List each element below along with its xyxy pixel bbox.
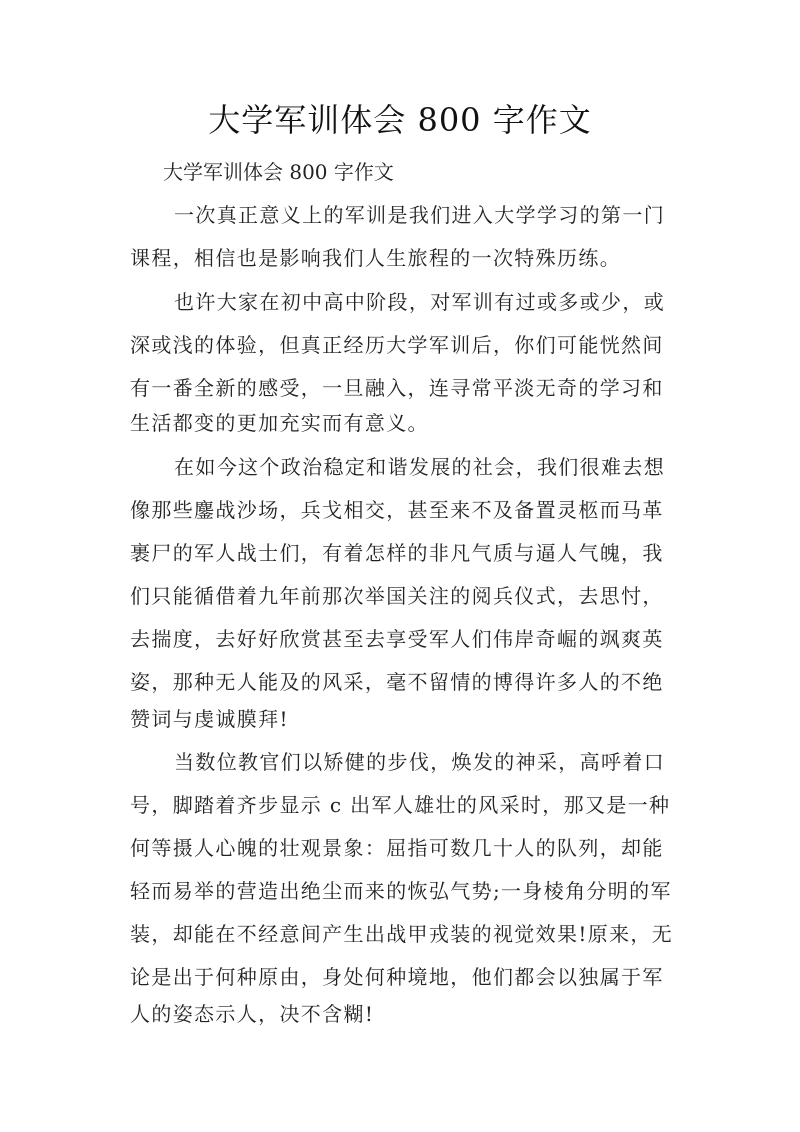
- paragraph-1: [130, 201, 690, 272]
- paragraph-3: [130, 453, 690, 733]
- paragraph-line: 何等摄人心魄的壮观景象：屈指可数几十人的队列，却能: [130, 836, 664, 860]
- paragraph-line: 装，却能在不经意间产生出战甲戎装的视觉效果!原来，无: [130, 922, 674, 946]
- paragraph-line: 们只能循借着九年前那次举国关注的阅兵仪式，去思忖，: [130, 584, 664, 608]
- paragraph-line: 号，脚踏着齐步显示 c 出军人雄壮的风采时，那又是一种: [130, 793, 671, 817]
- paragraph-4: [130, 748, 690, 1028]
- paragraph-line: 深或浅的体验，但真正经历大学军训后，你们可能恍然间: [130, 333, 664, 357]
- paragraph-line: 一次真正意义上的军训是我们进入大学学习的第一门: [174, 203, 666, 227]
- paragraph-line: 人的姿态示人，决不含糊!: [130, 1002, 375, 1026]
- paragraph-line: 赞词与虔诚膜拜!: [130, 707, 289, 731]
- paragraph-line: 去揣度，去好好欣赏甚至去享受军人们伟岸奇崛的飒爽英: [130, 627, 664, 651]
- document-subtitle: 大学军训体会 800 字作文: [163, 160, 394, 184]
- paragraph-line: 像那些鏖战沙场，兵戈相交，甚至来不及备置灵柩而马革: [130, 498, 664, 522]
- paragraph-line: 课程，相信也是影响我们人生旅程的一次特殊历练。: [130, 246, 622, 270]
- paragraph-line: 有一番全新的感受，一旦融入，连寻常平淡无奇的学习和: [130, 376, 664, 400]
- paragraph-line: 生活都变的更加充实而有意义。: [130, 411, 429, 435]
- paragraph-line: 论是出于何种原由，身处何种境地，他们都会以独属于军: [130, 965, 664, 989]
- paragraph-line: 也许大家在初中高中阶段，对军训有过或多或少，或: [174, 290, 666, 314]
- paragraph-line: 轻而易举的营造出绝尘而来的恢弘气势;一身棱角分明的军: [130, 879, 672, 903]
- document-title: 大学军训体会 800 字作文: [208, 101, 592, 139]
- paragraph-line: 裹尸的军人战士们，有着怎样的非凡气质与逼人气魄，我: [130, 541, 664, 565]
- paragraph-line: 姿，那种无人能及的风采，毫不留情的博得许多人的不绝: [130, 670, 664, 694]
- paragraph-line: 在如今这个政治稳定和谐发展的社会，我们很难去想: [174, 455, 666, 479]
- paragraph-2: [130, 288, 690, 437]
- paragraph-line: 当数位教官们以矫健的步伐，焕发的神采，高呼着口: [174, 750, 666, 774]
